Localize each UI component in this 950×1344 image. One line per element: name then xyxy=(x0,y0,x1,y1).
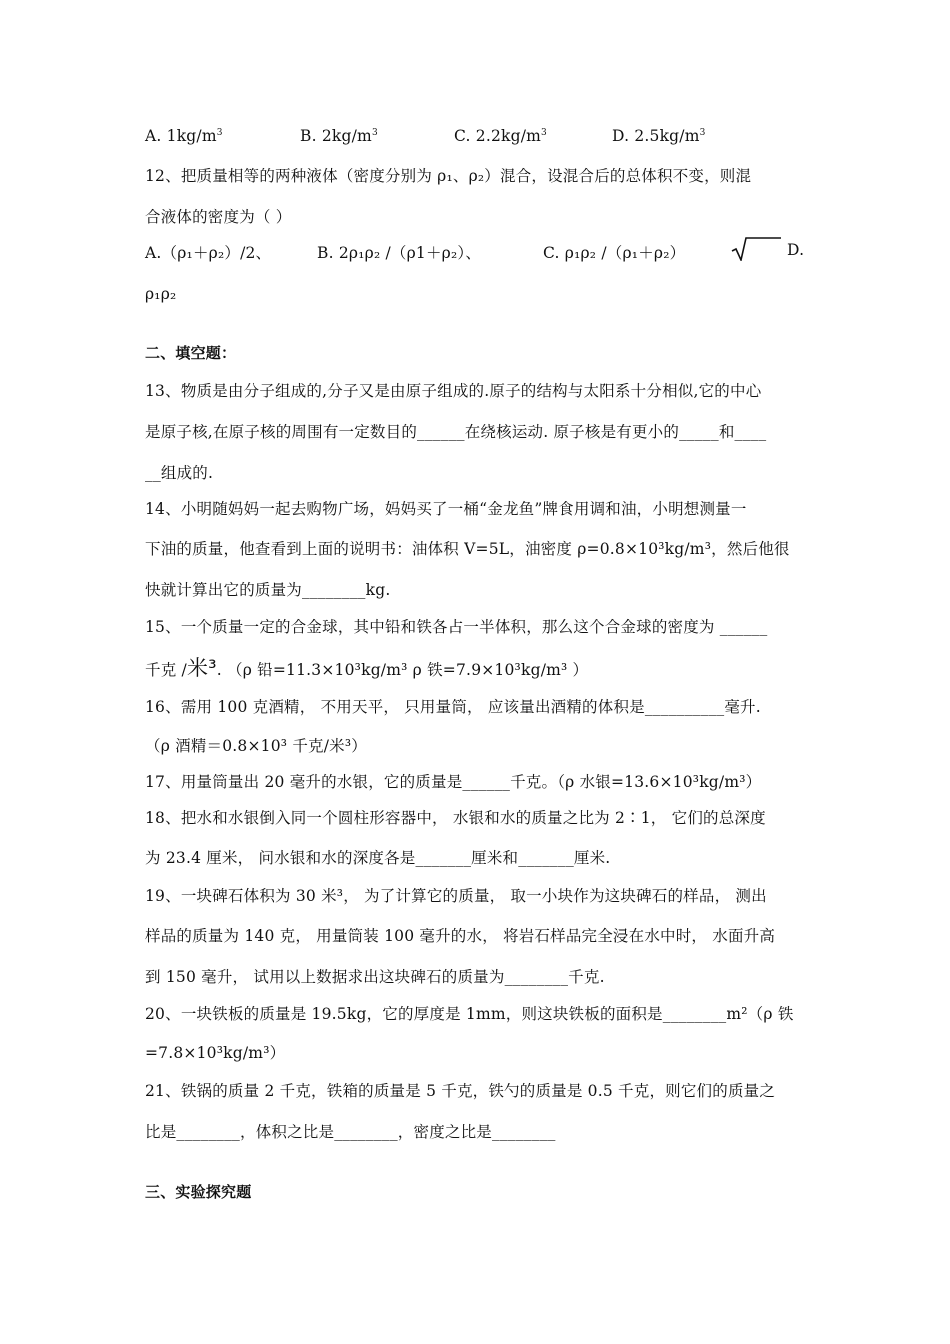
q20-line2: =7.8×10³kg/m³） xyxy=(145,1044,286,1062)
q16-line1: 16、需用 100 克酒精， 不用天平， 只用量筒， 应该量出酒精的体积是__________毫升. xyxy=(145,698,761,716)
q12-option-d-value: ρ₁ρ₂ xyxy=(145,285,177,303)
q12-option-d-label: D. xyxy=(787,241,805,259)
q15-unit-large: 米³ xyxy=(186,656,217,680)
section-2-title: 二、填空题： xyxy=(145,344,237,362)
q12-option-a: A.（ρ₁＋ρ₂）/2、 xyxy=(145,244,272,262)
q13-line3: __组成的. xyxy=(145,464,214,482)
section-3-title: 三、实验探究题 xyxy=(145,1183,252,1201)
q20-line1: 20、一块铁板的质量是 19.5kg，它的厚度是 1mm，则这块铁板的面积是________m²（ρ 铁 xyxy=(145,1005,794,1023)
q18-line2: 为 23.4 厘米， 问水银和水的深度各是_______厘米和_______厘米. xyxy=(145,849,611,867)
sqrt-symbol xyxy=(731,237,781,265)
q19-line2: 样品的质量为 140 克， 用量筒装 100 毫升的水， 将岩石样品完全浸在水中时， 水面升高 xyxy=(145,927,776,945)
q21-line1: 21、铁锅的质量 2 千克，铁箱的质量是 5 千克，铁勺的质量是 0.5 千克，则它们的质量之 xyxy=(145,1082,776,1100)
q16-line2: （ρ 酒精＝0.8×10³ 千克/米³） xyxy=(145,737,367,755)
q14-line3: 快就计算出它的质量为________kg. xyxy=(145,581,391,599)
q17-line: 17、用量筒量出 20 毫升的水银，它的质量是______千克。（ρ 水银=13.6×10³kg/m³） xyxy=(145,773,762,791)
q11-option-c: C. $2.2kg/m^3$ xyxy=(454,127,547,145)
q12-options xyxy=(145,241,807,265)
q12-option-b: B. 2ρ₁ρ₂ /（ρ1＋ρ₂）、 xyxy=(317,244,482,262)
q19-line1: 19、一块碑石体积为 30 米³， 为了计算它的质量， 取一小块作为这块碑石的样品， 测出 xyxy=(145,887,767,905)
q14-line2: 下油的质量，他查看到上面的说明书：油体积 V=5L，油密度 ρ=0.8×10³kg/m³，然后他很 xyxy=(145,540,790,558)
q12-stem-line2: 合液体的密度为（ ） xyxy=(145,208,292,226)
q19-line3: 到 150 毫升， 试用以上数据求出这块碑石的质量为________千克. xyxy=(145,968,605,986)
q11-option-b: B. $2kg/m^3$ xyxy=(300,127,378,145)
q15-unit-prefix: 千克 / xyxy=(145,661,187,679)
q13-line2: 是原子核,在原子核的周围有一定数目的______在绕核运动. 原子核是有更小的_____和____ xyxy=(145,423,767,441)
q12-stem-line1: 12、把质量相等的两种液体（密度分别为 ρ₁、ρ₂）混合，设混合后的总体积不变，则混 xyxy=(145,167,752,185)
q21-line2: 比是________，体积之比是________，密度之比是________ xyxy=(145,1123,556,1141)
q15-densities: . （ρ 铅=11.3×10³kg/m³ ρ 铁=7.9×10³kg/m³ ） xyxy=(216,661,589,679)
q11-option-d: D. $2.5kg/m^3$ xyxy=(612,127,706,145)
q18-line1: 18、把水和水银倒入同一个圆柱形容器中， 水银和水的质量之比为 2∶1， 它们的总深度 xyxy=(145,809,766,827)
q14-line1: 14、小明随妈妈一起去购物广场，妈妈买了一桶“金龙鱼”牌食用调和油，小明想测量一 xyxy=(145,500,747,518)
q15-line2 xyxy=(145,652,588,682)
q15-line1: 15、一个质量一定的合金球，其中铅和铁各占一半体积，那么这个合金球的密度为 ______ xyxy=(145,618,768,636)
q13-line1: 13、物质是由分子组成的,分子又是由原子组成的.原子的结构与太阳系十分相似,它的中心 xyxy=(145,382,762,400)
q11-option-a: A. $1kg/m^3$ xyxy=(145,127,223,145)
q11-options xyxy=(145,127,845,149)
q12-option-c: C. ρ₁ρ₂ /（ρ₁＋ρ₂） xyxy=(543,244,686,262)
